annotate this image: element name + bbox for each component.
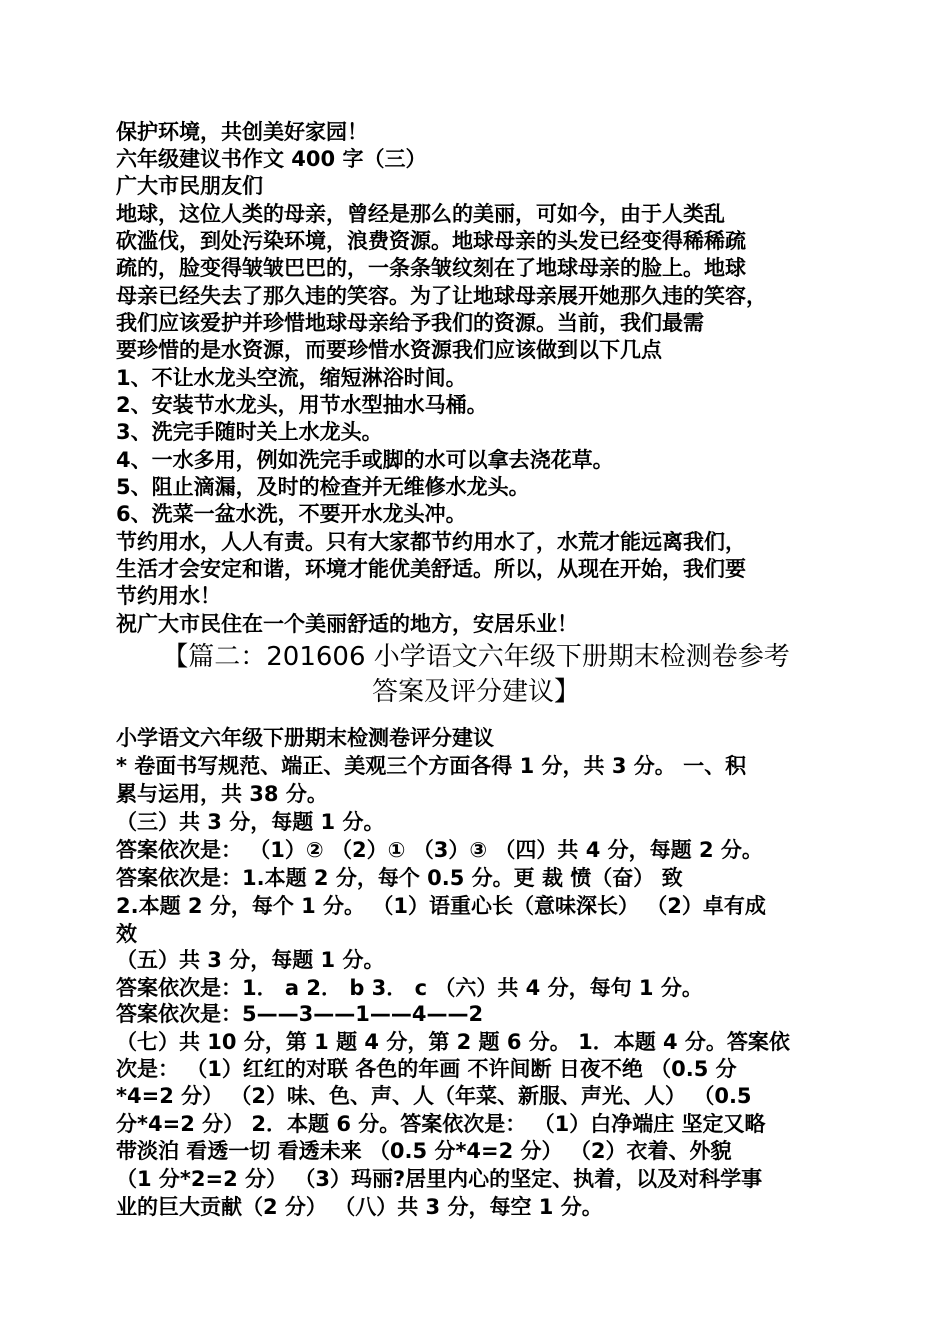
answer-line: 答案依次是：1.本题 2 分，每个 0.5 分。更 裁 愤（奋） 致 xyxy=(116,866,683,890)
salutation: 广大市民朋友们 xyxy=(116,174,263,198)
essay-line: 节约用水！ xyxy=(116,584,221,608)
answer-line: 分*4=2 分） 2．本题 6 分。答案依次是： （1）白净端庄 坚定又略 xyxy=(116,1112,766,1136)
essay-line: 疏的，脸变得皱皱巴巴的，一条条皱纹刻在了地球母亲的脸上。地球 xyxy=(116,256,746,280)
section-heading: 【篇二：201606 小学语文六年级下册期末检测卷参考 xyxy=(162,642,790,672)
list-item: 4、一水多用，例如洗完手或脚的水可以拿去浇花草。 xyxy=(116,448,614,472)
answer-line: （五）共 3 分，每题 1 分。 xyxy=(116,948,385,972)
answer-line: 效 xyxy=(116,922,137,946)
essay-line: 砍滥伐，到处污染环境，浪费资源。地球母亲的头发已经变得稀稀疏 xyxy=(116,229,746,253)
essay-line: 节约用水，人人有责。只有大家都节约用水了，水荒才能远离我们， xyxy=(116,530,746,554)
answer-line: （三）共 3 分，每题 1 分。 xyxy=(116,810,385,834)
essay-line: 祝广大市民住在一个美丽舒适的地方，安居乐业！ xyxy=(116,612,578,636)
answer-key-title: 小学语文六年级下册期末检测卷评分建议 xyxy=(116,726,494,750)
list-item: 5、阻止滴漏，及时的检查并无维修水龙头。 xyxy=(116,475,530,499)
answer-line: （七）共 10 分，第 1 题 4 分，第 2 题 6 分。 1．本题 4 分。答案依 xyxy=(116,1030,790,1054)
answer-line: 带淡泊 看透一切 看透未来 （0.5 分*4=2 分） （2）衣着、外貌 xyxy=(116,1139,732,1163)
answer-line: 累与运用，共 38 分。 xyxy=(116,782,328,806)
list-item: 2、安装节水龙头，用节水型抽水马桶。 xyxy=(116,393,488,417)
answer-line: 次是： （1）红红的对联 各色的年画 不许间断 日夜不绝 （0.5 分 xyxy=(116,1057,737,1081)
essay-subtitle: 六年级建议书作文 400 字（三） xyxy=(116,147,427,171)
answer-line: *4=2 分） （2）味、色、声、人（年菜、新服、声光、人） （0.5 xyxy=(116,1084,752,1108)
essay-line: 生活才会安定和谐，环境才能优美舒适。所以，从现在开始，我们要 xyxy=(116,557,746,581)
essay-line: 我们应该爱护并珍惜地球母亲给予我们的资源。当前，我们最需 xyxy=(116,311,704,335)
essay-line: 母亲已经失去了那久违的笑容。为了让地球母亲展开她那久违的笑容， xyxy=(116,284,767,308)
answer-line: 业的巨大贡献（2 分） （八）共 3 分，每空 1 分。 xyxy=(116,1195,603,1219)
answer-line: 2.本题 2 分，每个 1 分。 （1）语重心长（意味深长） （2）卓有成 xyxy=(116,894,766,918)
section-heading: 答案及评分建议】 xyxy=(371,677,580,707)
list-item: 6、洗菜一盆水洗，不要开水龙头冲。 xyxy=(116,502,467,526)
essay-line: 要珍惜的是水资源，而要珍惜水资源我们应该做到以下几点 xyxy=(116,338,662,362)
answer-line: （1 分*2=2 分） （3）玛丽?居里内心的坚定、执着，以及对科学事 xyxy=(116,1167,763,1191)
document-title: 保护环境，共创美好家园！ xyxy=(116,120,368,144)
answer-line: * 卷面书写规范、端正、美观三个方面各得 1 分，共 3 分。 一、积 xyxy=(116,754,747,778)
list-item: 1、不让水龙头空流，缩短淋浴时间。 xyxy=(116,366,467,390)
essay-line: 地球，这位人类的母亲，曾经是那么的美丽，可如今，由于人类乱 xyxy=(116,202,725,226)
list-item: 3、洗完手随时关上水龙头。 xyxy=(116,420,383,444)
answer-line: 答案依次是： （1）② （2）① （3）③ （四）共 4 分，每题 2 分。 xyxy=(116,838,763,862)
answer-line: 答案依次是：5——3——1——4——2 xyxy=(116,1002,484,1026)
answer-line: 答案依次是：1． a 2． b 3． c （六）共 4 分，每句 1 分。 xyxy=(116,976,703,1000)
